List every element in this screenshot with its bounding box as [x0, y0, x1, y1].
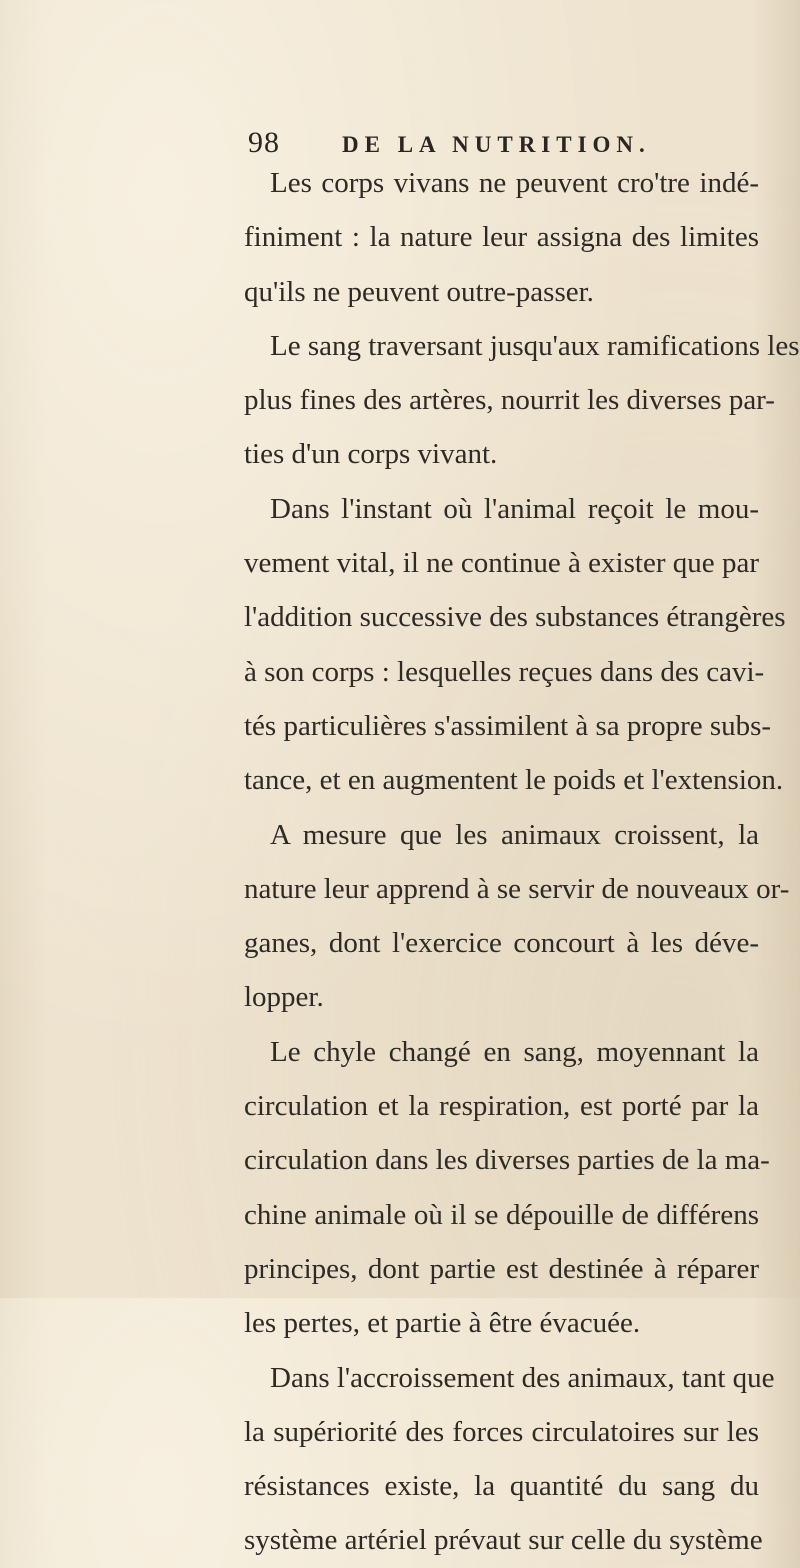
text-line: les pertes, et partie à être évacuée.: [244, 1307, 641, 1340]
text-line: à son corps : lesquelles reçues dans des cavi-: [244, 655, 765, 688]
page-number: 98: [248, 126, 280, 159]
text-line: ganes, dont l'exercice concourt à les déve-: [244, 927, 759, 960]
text-line: la supériorité des forces circulatoires sur les: [244, 1415, 759, 1448]
text-line: A mesure que les animaux croissent, la: [270, 818, 759, 851]
text-line: vement vital, il ne continue à exister que par: [244, 547, 759, 580]
text-line: nature leur apprend à se servir de nouveaux or-: [244, 872, 790, 905]
text-line: lopper.: [244, 981, 324, 1014]
running-title: DE LA NUTRITION.: [342, 132, 651, 157]
text-line: circulation dans les diverses parties de la ma-: [244, 1144, 770, 1177]
text-line: l'addition successive des substances étrangères: [244, 601, 786, 634]
text-line: Dans l'instant où l'animal reçoit le mou-: [270, 492, 759, 525]
text-line: Le chyle changé en sang, moyennant la: [270, 1035, 759, 1068]
text-line: tés particulières s'assimilent à sa propre subs-: [244, 709, 772, 742]
text-line: chine animale où il se dépouille de différens: [244, 1198, 759, 1231]
text-line: principes, dont partie est destinée à réparer: [244, 1252, 759, 1285]
text-line: système artériel prévaut sur celle du système: [244, 1524, 763, 1557]
text-line: ties d'un corps vivant.: [244, 438, 498, 471]
text-line: qu'ils ne peuvent outre-passer.: [244, 275, 594, 308]
text-line: circulation et la respiration, est porté par la: [244, 1090, 759, 1123]
text-line: résistances existe, la quantité du sang du: [244, 1470, 759, 1503]
text-line: plus fines des artères, nourrit les diverses par-: [244, 384, 775, 417]
text-line: tance, et en augmentent le poids et l'extension.: [244, 764, 784, 797]
body-text: [244, 156, 800, 1568]
text-line: Les corps vivans ne peuvent cro'tre indé-: [270, 167, 759, 199]
text-line: finiment : la nature leur assigna des limites: [244, 221, 759, 254]
text-line: Dans l'accroissement des animaux, tant que: [270, 1361, 775, 1394]
text-line: Le sang traversant jusqu'aux ramifications les: [270, 329, 800, 362]
